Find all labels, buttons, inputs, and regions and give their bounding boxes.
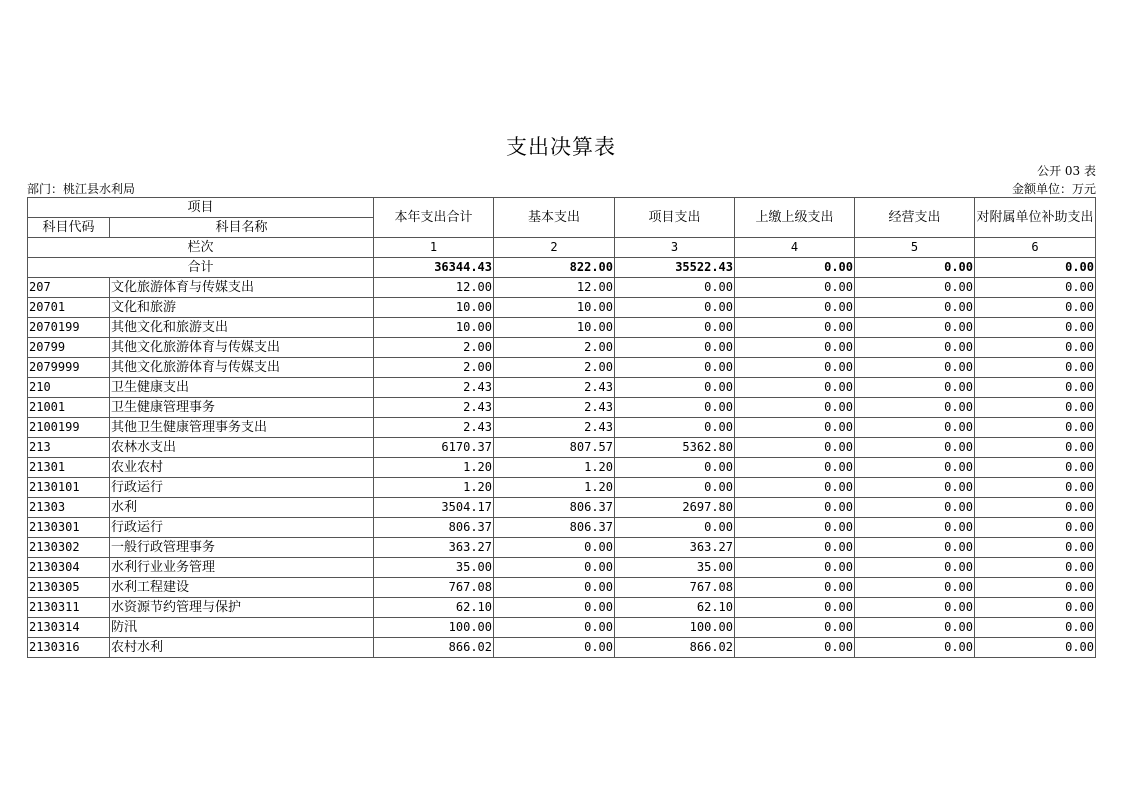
row-name: 水利 — [110, 498, 374, 518]
row-value-2: 0.00 — [494, 558, 615, 578]
row-value-3: 0.00 — [615, 518, 735, 538]
row-code: 2130311 — [28, 598, 110, 618]
row-value-1: 12.00 — [374, 278, 494, 298]
row-value-2: 2.00 — [494, 338, 615, 358]
row-code: 2130301 — [28, 518, 110, 538]
header-name: 科目名称 — [110, 218, 374, 238]
row-code: 2130101 — [28, 478, 110, 498]
row-value-3: 0.00 — [615, 278, 735, 298]
row-value-5: 0.00 — [855, 638, 975, 658]
row-value-3: 363.27 — [615, 538, 735, 558]
row-name: 一般行政管理事务 — [110, 538, 374, 558]
row-name: 其他文化旅游体育与传媒支出 — [110, 338, 374, 358]
row-value-1: 806.37 — [374, 518, 494, 538]
row-value-5: 0.00 — [855, 538, 975, 558]
row-value-6: 0.00 — [975, 598, 1096, 618]
row-value-3: 0.00 — [615, 418, 735, 438]
row-value-1: 35.00 — [374, 558, 494, 578]
row-value-2: 1.20 — [494, 478, 615, 498]
row-value-4: 0.00 — [735, 418, 855, 438]
row-value-3: 5362.80 — [615, 438, 735, 458]
header-code: 科目代码 — [28, 218, 110, 238]
row-code: 2130314 — [28, 618, 110, 638]
row-value-1: 3504.17 — [374, 498, 494, 518]
table-row — [28, 438, 1096, 458]
table-row — [28, 638, 1096, 658]
row-value-4: 0.00 — [735, 618, 855, 638]
row-code: 21301 — [28, 458, 110, 478]
row-value-5: 0.00 — [855, 338, 975, 358]
row-value-3: 0.00 — [615, 398, 735, 418]
row-code: 2130316 — [28, 638, 110, 658]
row-name: 农业农村 — [110, 458, 374, 478]
row-value-5: 0.00 — [855, 598, 975, 618]
row-value-6: 0.00 — [975, 338, 1096, 358]
total-value-2: 822.00 — [494, 258, 615, 278]
row-code: 2100199 — [28, 418, 110, 438]
row-value-1: 2.43 — [374, 418, 494, 438]
row-value-4: 0.00 — [735, 338, 855, 358]
row-value-1: 62.10 — [374, 598, 494, 618]
row-name: 防汛 — [110, 618, 374, 638]
table-row — [28, 578, 1096, 598]
row-value-2: 0.00 — [494, 578, 615, 598]
column-index-4: 4 — [735, 238, 855, 258]
row-value-5: 0.00 — [855, 418, 975, 438]
row-value-2: 806.37 — [494, 518, 615, 538]
table-row — [28, 598, 1096, 618]
row-value-2: 0.00 — [494, 598, 615, 618]
row-value-5: 0.00 — [855, 618, 975, 638]
row-value-2: 10.00 — [494, 298, 615, 318]
table-row — [28, 558, 1096, 578]
header-col-1: 本年支出合计 — [374, 198, 494, 238]
row-value-6: 0.00 — [975, 618, 1096, 638]
table-row — [28, 538, 1096, 558]
row-value-5: 0.00 — [855, 378, 975, 398]
header-item: 项目 — [28, 198, 374, 218]
row-value-2: 2.43 — [494, 398, 615, 418]
row-value-6: 0.00 — [975, 418, 1096, 438]
total-value-6: 0.00 — [975, 258, 1096, 278]
table-row — [28, 338, 1096, 358]
table-row — [28, 358, 1096, 378]
row-value-3: 0.00 — [615, 338, 735, 358]
total-row — [28, 258, 1096, 278]
row-value-4: 0.00 — [735, 458, 855, 478]
header-col-6: 对附属单位补助支出 — [975, 198, 1096, 238]
row-value-6: 0.00 — [975, 538, 1096, 558]
row-value-5: 0.00 — [855, 298, 975, 318]
department-label: 部门：桃江县水利局 — [27, 182, 136, 196]
row-code: 20701 — [28, 298, 110, 318]
row-name: 农村水利 — [110, 638, 374, 658]
row-value-4: 0.00 — [735, 318, 855, 338]
row-value-1: 2.00 — [374, 358, 494, 378]
row-code: 20799 — [28, 338, 110, 358]
table-row — [28, 298, 1096, 318]
row-code: 207 — [28, 278, 110, 298]
row-value-5: 0.00 — [855, 498, 975, 518]
row-value-3: 0.00 — [615, 358, 735, 378]
page-title: 支出决算表 — [506, 135, 616, 159]
row-code: 21303 — [28, 498, 110, 518]
row-value-6: 0.00 — [975, 498, 1096, 518]
row-value-6: 0.00 — [975, 318, 1096, 338]
row-value-5: 0.00 — [855, 398, 975, 418]
row-value-6: 0.00 — [975, 378, 1096, 398]
row-value-6: 0.00 — [975, 638, 1096, 658]
row-value-4: 0.00 — [735, 518, 855, 538]
row-value-4: 0.00 — [735, 598, 855, 618]
table-row — [28, 378, 1096, 398]
row-code: 2130304 — [28, 558, 110, 578]
row-code: 213 — [28, 438, 110, 458]
row-value-4: 0.00 — [735, 298, 855, 318]
row-value-6: 0.00 — [975, 558, 1096, 578]
row-name: 文化旅游体育与传媒支出 — [110, 278, 374, 298]
row-code: 210 — [28, 378, 110, 398]
row-value-2: 12.00 — [494, 278, 615, 298]
row-value-6: 0.00 — [975, 358, 1096, 378]
row-name: 卫生健康支出 — [110, 378, 374, 398]
table-row — [28, 398, 1096, 418]
row-value-1: 10.00 — [374, 298, 494, 318]
row-value-2: 0.00 — [494, 618, 615, 638]
row-value-2: 807.57 — [494, 438, 615, 458]
total-value-5: 0.00 — [855, 258, 975, 278]
row-value-5: 0.00 — [855, 558, 975, 578]
row-value-6: 0.00 — [975, 458, 1096, 478]
expenditure-table — [27, 197, 1096, 658]
row-value-6: 0.00 — [975, 398, 1096, 418]
row-value-3: 767.08 — [615, 578, 735, 598]
row-value-4: 0.00 — [735, 278, 855, 298]
row-code: 2130302 — [28, 538, 110, 558]
row-value-2: 0.00 — [494, 638, 615, 658]
row-name: 卫生健康管理事务 — [110, 398, 374, 418]
row-value-1: 6170.37 — [374, 438, 494, 458]
row-name: 水利工程建设 — [110, 578, 374, 598]
total-value-3: 35522.43 — [615, 258, 735, 278]
total-value-4: 0.00 — [735, 258, 855, 278]
row-value-2: 806.37 — [494, 498, 615, 518]
column-index-6: 6 — [975, 238, 1096, 258]
row-value-1: 767.08 — [374, 578, 494, 598]
row-value-1: 10.00 — [374, 318, 494, 338]
row-value-3: 0.00 — [615, 458, 735, 478]
table-row — [28, 618, 1096, 638]
table-row — [28, 278, 1096, 298]
column-index-label: 栏次 — [28, 238, 374, 258]
column-index-row — [28, 238, 1096, 258]
row-value-2: 10.00 — [494, 318, 615, 338]
table-row — [28, 478, 1096, 498]
row-value-2: 1.20 — [494, 458, 615, 478]
header-col-4: 上缴上级支出 — [735, 198, 855, 238]
row-value-1: 866.02 — [374, 638, 494, 658]
table-row — [28, 318, 1096, 338]
row-value-3: 0.00 — [615, 318, 735, 338]
row-value-1: 363.27 — [374, 538, 494, 558]
row-value-3: 0.00 — [615, 378, 735, 398]
row-value-6: 0.00 — [975, 578, 1096, 598]
row-code: 21001 — [28, 398, 110, 418]
table-row — [28, 458, 1096, 478]
row-value-2: 2.43 — [494, 378, 615, 398]
row-value-5: 0.00 — [855, 458, 975, 478]
row-name: 其他卫生健康管理事务支出 — [110, 418, 374, 438]
row-name: 水资源节约管理与保护 — [110, 598, 374, 618]
row-value-1: 1.20 — [374, 478, 494, 498]
header-col-5: 经营支出 — [855, 198, 975, 238]
row-value-5: 0.00 — [855, 578, 975, 598]
row-value-2: 2.43 — [494, 418, 615, 438]
row-value-3: 866.02 — [615, 638, 735, 658]
total-label: 合计 — [28, 258, 374, 278]
column-index-2: 2 — [494, 238, 615, 258]
form-number: 公开 03 表 — [1037, 164, 1096, 178]
row-value-5: 0.00 — [855, 278, 975, 298]
row-value-6: 0.00 — [975, 478, 1096, 498]
row-value-4: 0.00 — [735, 578, 855, 598]
row-value-3: 2697.80 — [615, 498, 735, 518]
header-col-2: 基本支出 — [494, 198, 615, 238]
row-value-1: 1.20 — [374, 458, 494, 478]
row-value-1: 2.00 — [374, 338, 494, 358]
table-row — [28, 518, 1096, 538]
header-row-top — [28, 198, 1096, 218]
row-code: 2070199 — [28, 318, 110, 338]
row-value-5: 0.00 — [855, 318, 975, 338]
table-row — [28, 498, 1096, 518]
row-value-4: 0.00 — [735, 538, 855, 558]
header-col-3: 项目支出 — [615, 198, 735, 238]
row-value-4: 0.00 — [735, 478, 855, 498]
column-index-1: 1 — [374, 238, 494, 258]
row-value-3: 62.10 — [615, 598, 735, 618]
row-code: 2079999 — [28, 358, 110, 378]
row-value-3: 0.00 — [615, 478, 735, 498]
row-value-1: 2.43 — [374, 398, 494, 418]
row-value-5: 0.00 — [855, 438, 975, 458]
row-value-2: 2.00 — [494, 358, 615, 378]
column-index-5: 5 — [855, 238, 975, 258]
row-value-4: 0.00 — [735, 358, 855, 378]
row-name: 其他文化和旅游支出 — [110, 318, 374, 338]
row-value-4: 0.00 — [735, 638, 855, 658]
row-value-4: 0.00 — [735, 378, 855, 398]
row-value-6: 0.00 — [975, 438, 1096, 458]
row-name: 其他文化旅游体育与传媒支出 — [110, 358, 374, 378]
row-value-3: 0.00 — [615, 298, 735, 318]
row-value-4: 0.00 — [735, 558, 855, 578]
row-value-3: 100.00 — [615, 618, 735, 638]
row-name: 文化和旅游 — [110, 298, 374, 318]
row-value-6: 0.00 — [975, 278, 1096, 298]
row-name: 行政运行 — [110, 518, 374, 538]
row-name: 农林水支出 — [110, 438, 374, 458]
row-code: 2130305 — [28, 578, 110, 598]
total-value-1: 36344.43 — [374, 258, 494, 278]
row-value-6: 0.00 — [975, 518, 1096, 538]
row-value-2: 0.00 — [494, 538, 615, 558]
row-value-1: 100.00 — [374, 618, 494, 638]
table-row — [28, 418, 1096, 438]
row-value-4: 0.00 — [735, 398, 855, 418]
row-value-4: 0.00 — [735, 498, 855, 518]
row-value-5: 0.00 — [855, 358, 975, 378]
row-value-5: 0.00 — [855, 518, 975, 538]
column-index-3: 3 — [615, 238, 735, 258]
row-value-6: 0.00 — [975, 298, 1096, 318]
row-name: 水利行业业务管理 — [110, 558, 374, 578]
row-value-5: 0.00 — [855, 478, 975, 498]
row-value-4: 0.00 — [735, 438, 855, 458]
unit-label: 金额单位：万元 — [1011, 182, 1096, 196]
row-value-3: 35.00 — [615, 558, 735, 578]
row-value-1: 2.43 — [374, 378, 494, 398]
row-name: 行政运行 — [110, 478, 374, 498]
